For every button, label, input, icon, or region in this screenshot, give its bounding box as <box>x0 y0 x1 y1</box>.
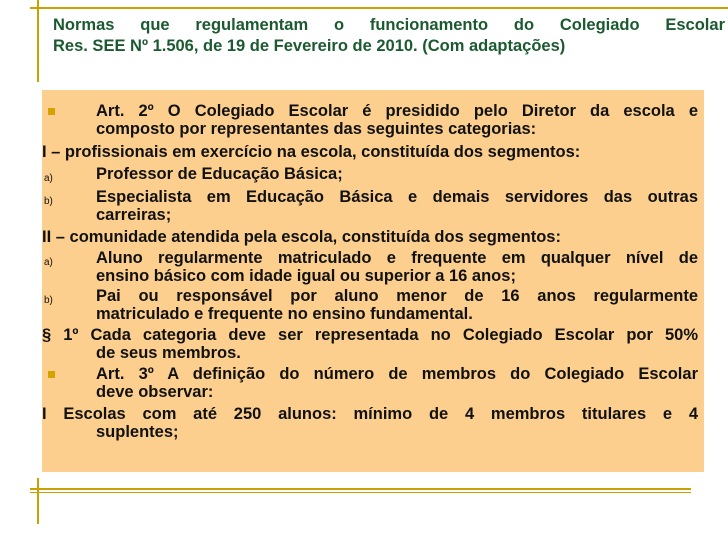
rule-1-line-2: suplentes; <box>96 423 179 441</box>
item-b2-marker: b) <box>44 295 53 306</box>
title-line-1: Normas que regulamentam o funcionamento do Colegiado Escolar <box>53 16 725 34</box>
item-b2-line-1: Pai ou responsável por aluno menor de 16 anos regularmente <box>96 287 698 305</box>
item-b1-line-1: Especialista em Educação Básica e demais servidores das outras <box>96 188 698 206</box>
section-2-text: II – comunidade atendida pela escola, constituída dos segmentos: <box>42 228 561 246</box>
top-decorative-rule <box>37 0 39 82</box>
item-a1-text: Professor de Educação Básica; <box>96 165 343 183</box>
bottom-decorative-line-thin <box>30 492 691 493</box>
item-a1 <box>42 165 698 183</box>
art2-paragraph <box>42 102 698 138</box>
item-a2-marker: a) <box>44 257 53 268</box>
rule-1 <box>42 405 698 441</box>
section-1-text: I – profissionais em exercício na escola, constituída dos segmentos: <box>42 143 581 161</box>
art3-paragraph <box>42 365 698 401</box>
item-a2-line-2: ensino básico com idade igual ou superior a 16 anos; <box>96 267 516 285</box>
item-b2 <box>42 287 698 323</box>
art2-line-2: composto por representantes das seguintes categorias: <box>96 120 537 138</box>
top-decorative-line <box>30 7 728 9</box>
paragraph-1-line-1: § 1º Cada categoria deve ser representada no Colegiado Escolar por 50% <box>42 326 698 344</box>
item-b1-line-2: carreiras; <box>96 206 172 224</box>
item-a2 <box>42 249 698 285</box>
paragraph-1-line-2: de seus membros. <box>96 344 241 362</box>
bullet-square-icon <box>48 371 55 378</box>
item-a1-marker: a) <box>44 173 53 184</box>
content-box <box>42 90 704 472</box>
item-b1-marker: b) <box>44 196 53 207</box>
rule-1-line-1: I Escolas com até 250 alunos: mínimo de 4 membros titulares e 4 <box>42 405 698 423</box>
section-1-heading <box>42 143 698 161</box>
bottom-decorative-line <box>30 488 691 490</box>
item-b2-line-2: matriculado e frequente no ensino fundamental. <box>96 305 473 323</box>
paragraph-1 <box>42 326 698 362</box>
art2-line-1: Art. 2º O Colegiado Escolar é presidido pelo Diretor da escola e <box>96 102 698 120</box>
bottom-decorative-rule <box>37 478 39 524</box>
item-a2-line-1: Aluno regularmente matriculado e frequente em qualquer nível de <box>96 249 698 267</box>
section-2-heading <box>42 228 698 246</box>
slide-title <box>53 15 725 57</box>
art3-line-1: Art. 3º A definição do número de membros do Colegiado Escolar <box>96 365 698 383</box>
bullet-square-icon <box>48 108 55 115</box>
title-line-2: Res. SEE Nº 1.506, de 19 de Fevereiro de 2010. (Com adaptações) <box>53 37 566 55</box>
item-b1 <box>42 188 698 224</box>
art3-line-2: deve observar: <box>96 383 214 401</box>
